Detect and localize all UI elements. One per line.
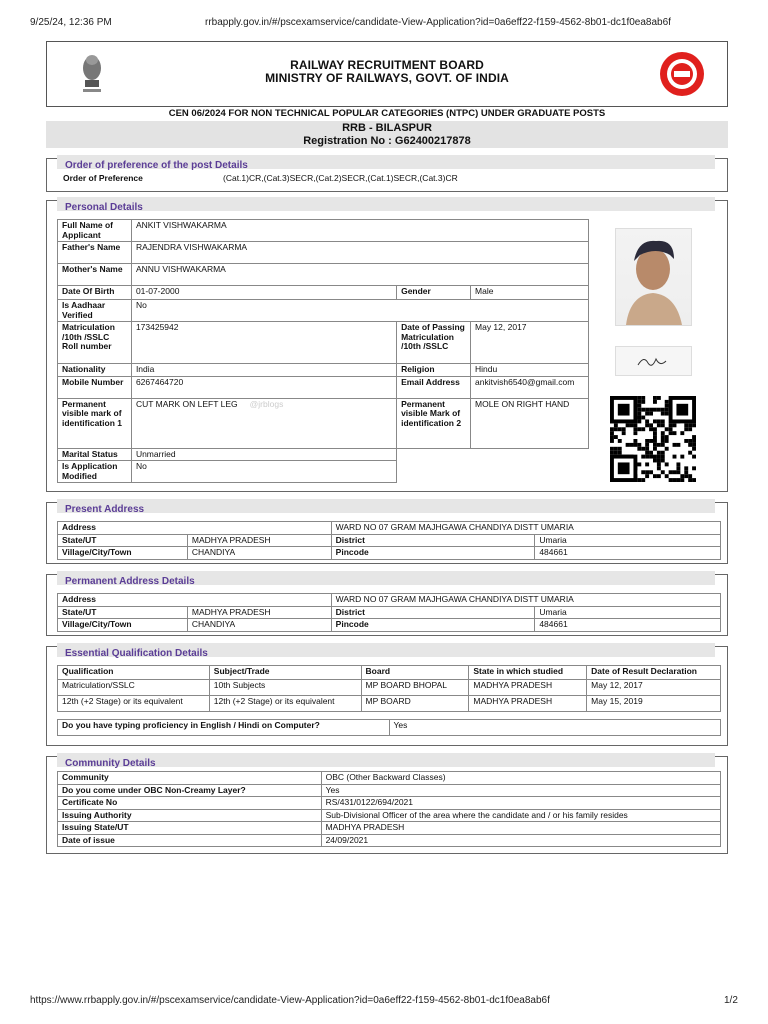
aadhaar-label: Is Aadhaar Verified <box>58 300 132 322</box>
community-label: Date of issue <box>58 834 322 847</box>
permanent-village-value: CHANDIYA <box>187 619 331 632</box>
table-row <box>58 797 721 810</box>
permanent-district-label: District <box>331 606 535 619</box>
mother-name-value: ANNU VISHWAKARMA <box>131 264 588 286</box>
qual-cell: May 15, 2019 <box>587 696 721 712</box>
present-address-table <box>57 521 721 560</box>
permanent-address-label: Address <box>58 594 332 607</box>
passing-date-value: May 12, 2017 <box>471 322 589 364</box>
present-address-section <box>46 502 728 564</box>
permanent-section-title: Permanent Address Details <box>65 576 195 587</box>
community-section-title: Community Details <box>65 758 156 769</box>
gender-label: Gender <box>397 286 471 300</box>
community-value: RS/431/0122/694/2021 <box>321 797 720 810</box>
mark1-text: CUT MARK ON LEFT LEG <box>135 398 238 409</box>
gender-value: Male <box>471 286 589 300</box>
preference-value: (Cat.1)CR,(Cat.3)SECR,(Cat.2)SECR,(Cat.1)SECR,(Cat.3)CR <box>223 173 458 183</box>
community-label: Issuing State/UT <box>58 822 322 835</box>
qr-code-icon <box>609 396 697 482</box>
email-value: ankitvish6540@gmail.com <box>471 376 589 398</box>
modified-label: Is Application Modified <box>58 461 132 483</box>
religion-label: Religion <box>397 364 471 377</box>
mobile-value: 6267464720 <box>131 376 396 398</box>
qual-header-result-date: Date of Result Declaration <box>587 666 721 680</box>
mother-name-label: Mother's Name <box>58 264 132 286</box>
table-row <box>58 809 721 822</box>
community-value: Sub-Divisional Officer of the area where the candidate and / or his family resides <box>321 809 720 822</box>
qual-cell: 12th (+2 Stage) or its equivalent <box>209 696 361 712</box>
present-address-label: Address <box>58 522 332 535</box>
community-value: MADHYA PRADESH <box>321 822 720 835</box>
print-url-bottom: https://www.rrbapply.gov.in/#/pscexamservice/candidate-View-Application?id=0a6eff22-f159-4562-8b01-dc1f0ea8ab6f <box>30 995 550 1006</box>
qual-cell: MP BOARD BHOPAL <box>361 680 469 696</box>
permanent-address-section <box>46 574 728 636</box>
community-value: Yes <box>321 784 720 797</box>
print-datetime: 9/25/24, 12:36 PM <box>30 17 112 28</box>
mark1-label: Permanent visible mark of identification 1 <box>58 398 132 448</box>
table-row <box>58 822 721 835</box>
full-name-label: Full Name of Applicant <box>58 220 132 242</box>
qual-cell: 10th Subjects <box>209 680 361 696</box>
mobile-label: Mobile Number <box>58 376 132 398</box>
table-row <box>58 784 721 797</box>
qual-cell: May 12, 2017 <box>587 680 721 696</box>
community-section <box>46 756 728 854</box>
typing-value: Yes <box>389 720 720 736</box>
community-label: Issuing Authority <box>58 809 322 822</box>
ministry-name: MINISTRY OF RAILWAYS, GOVT. OF INDIA <box>265 71 509 85</box>
community-label: Do you come under OBC Non-Creamy Layer? <box>58 784 322 797</box>
signature-scribble-icon <box>616 347 691 375</box>
dob-label: Date Of Birth <box>58 286 132 300</box>
permanent-village-label: Village/City/Town <box>58 619 188 632</box>
present-section-header <box>57 499 715 513</box>
aadhaar-value: No <box>131 300 588 322</box>
mark1-value <box>131 398 396 448</box>
preference-label: Order of Preference <box>63 173 143 183</box>
print-url-top: rrbapply.gov.in/#/pscexamservice/candidate-View-Application?id=0a6eff22-f159-4562-8b01-dc1f0ea8ab6f <box>205 17 671 28</box>
person-avatar-icon <box>616 229 691 325</box>
personal-section-header <box>57 197 715 211</box>
applicant-signature <box>615 346 692 376</box>
community-label: Community <box>58 772 322 785</box>
cen-title: CEN 06/2024 FOR NON TECHNICAL POPULAR CATEGORIES (NTPC) UNDER GRADUATE POSTS <box>168 108 606 119</box>
passing-date-label: Date of Passing Matriculation /10th /SSLC <box>397 322 471 364</box>
qual-header-board: Board <box>361 666 469 680</box>
present-address-value: WARD NO 07 GRAM MAJHGAWA CHANDIYA DISTT UMARIA <box>331 522 720 535</box>
nationality-label: Nationality <box>58 364 132 377</box>
watermark-text: @jrblogs <box>249 398 284 409</box>
qual-cell: MP BOARD <box>361 696 469 712</box>
typing-table <box>57 719 721 736</box>
community-value: 24/09/2021 <box>321 834 720 847</box>
permanent-address-table <box>57 593 721 632</box>
present-district-value: Umaria <box>535 534 721 547</box>
community-value: OBC (Other Backward Classes) <box>321 772 720 785</box>
table-row <box>58 772 721 785</box>
marital-label: Marital Status <box>58 448 132 461</box>
marital-value: Unmarried <box>131 448 396 461</box>
permanent-pincode-label: Pincode <box>331 619 535 632</box>
email-label: Email Address <box>397 376 471 398</box>
permanent-state-label: State/UT <box>58 606 188 619</box>
board-header <box>46 41 728 107</box>
qual-cell: 12th (+2 Stage) or its equivalent <box>58 696 210 712</box>
modified-value: No <box>131 461 396 483</box>
present-state-label: State/UT <box>58 534 188 547</box>
present-state-value: MADHYA PRADESH <box>187 534 331 547</box>
permanent-address-value: WARD NO 07 GRAM MAJHGAWA CHANDIYA DISTT UMARIA <box>331 594 720 607</box>
mark2-label: Permanent visible Mark of identification 2 <box>397 398 471 448</box>
table-row <box>58 680 721 696</box>
present-section-title: Present Address <box>65 504 145 515</box>
permanent-state-value: MADHYA PRADESH <box>187 606 331 619</box>
present-pincode-value: 484661 <box>535 547 721 560</box>
table-row <box>58 834 721 847</box>
qual-header-qualification: Qualification <box>58 666 210 680</box>
permanent-pincode-value: 484661 <box>535 619 721 632</box>
father-name-label: Father's Name <box>58 242 132 264</box>
applicant-photo <box>615 228 692 326</box>
board-name: RAILWAY RECRUITMENT BOARD <box>290 58 484 72</box>
present-village-label: Village/City/Town <box>58 547 188 560</box>
personal-section-title: Personal Details <box>65 202 143 213</box>
preference-section-title: Order of preference of the post Details <box>65 160 248 171</box>
nationality-value: India <box>131 364 396 377</box>
qual-cell: Matriculation/SSLC <box>58 680 210 696</box>
qual-cell: MADHYA PRADESH <box>469 680 587 696</box>
religion-value: Hindu <box>471 364 589 377</box>
roll-value: 173425942 <box>131 322 396 364</box>
print-page-number: 1/2 <box>724 995 738 1006</box>
community-table <box>57 771 721 847</box>
full-name-value: ANKIT VISHWAKARMA <box>131 220 588 242</box>
table-row <box>58 696 721 712</box>
qual-cell: MADHYA PRADESH <box>469 696 587 712</box>
present-pincode-label: Pincode <box>331 547 535 560</box>
indian-railways-logo-icon <box>659 51 705 97</box>
roll-label: Matriculation /10th /SSLC Roll number <box>58 322 132 364</box>
qualification-section-title: Essential Qualification Details <box>65 648 208 659</box>
rrb-name: RRB - BILASPUR <box>342 122 432 134</box>
personal-table <box>57 219 589 483</box>
present-district-label: District <box>331 534 535 547</box>
registration-number: Registration No : G62400217878 <box>303 135 471 147</box>
qual-header-state: State in which studied <box>469 666 587 680</box>
mark2-value: MOLE ON RIGHT HAND <box>471 398 589 448</box>
present-village-value: CHANDIYA <box>187 547 331 560</box>
preference-section <box>46 158 728 192</box>
community-label: Certificate No <box>58 797 322 810</box>
dob-value: 01-07-2000 <box>131 286 396 300</box>
permanent-district-value: Umaria <box>535 606 721 619</box>
qualification-section <box>46 646 728 746</box>
typing-label: Do you have typing proficiency in English / Hindi on Computer? <box>58 720 390 736</box>
qual-header-subject: Subject/Trade <box>209 666 361 680</box>
father-name-value: RAJENDRA VISHWAKARMA <box>131 242 588 264</box>
qualification-table <box>57 665 721 712</box>
